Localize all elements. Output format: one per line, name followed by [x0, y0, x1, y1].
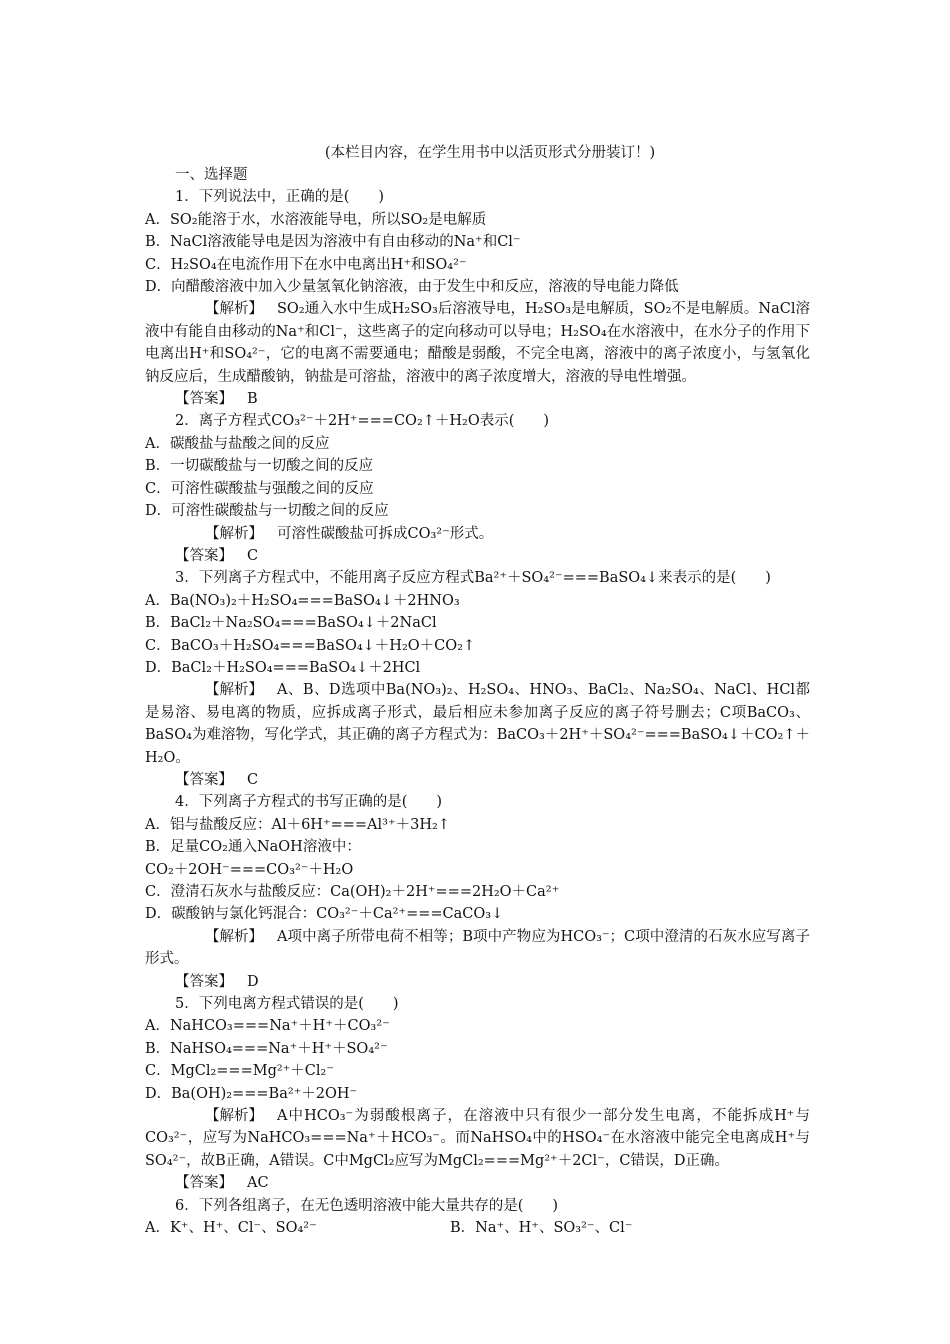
document-body [145, 164, 810, 1240]
option-a: A．碳酸盐与盐酸之间的反应 [145, 435, 330, 452]
option-c: C．澄清石灰水与盐酸反应：Ca(OH)₂＋2H⁺===2H₂O＋Ca²⁺ [145, 884, 560, 900]
question-4 [145, 791, 810, 993]
analysis [145, 298, 810, 388]
option-a: A．铝与盐酸反应：Al＋6H⁺===Al³⁺＋3H₂↑ [145, 816, 450, 833]
question-stem: 1．下列说法中，正确的是( ) [175, 189, 385, 206]
question-2 [145, 410, 810, 567]
question-stem: 6．下列各组离子，在无色透明溶液中能大量共存的是( ) [175, 1197, 559, 1214]
option-b: B．BaCl₂＋Na₂SO₄===BaSO₄↓＋2NaCl [145, 615, 437, 632]
answer [145, 1172, 810, 1194]
answer-tag: 【答案】 [175, 1175, 233, 1192]
analysis-tag: 【解析】 [205, 525, 263, 542]
option-b-equation: CO₂＋2OH⁻===CO₃²⁻＋H₂O [145, 861, 354, 878]
answer-tag: 【答案】 [175, 771, 233, 788]
answer-value: C [247, 771, 259, 788]
analysis-text: 可溶性碳酸盐可拆成CO₃²⁻形式。 [277, 525, 494, 542]
option-d: D．可溶性碳酸盐与一切酸之间的反应 [145, 503, 389, 520]
page-header: (本栏目内容，在学生用书中以活页形式分册装订！) [324, 145, 656, 161]
option-a: A．Ba(NO₃)₂＋H₂SO₄===BaSO₄↓＋2HNO₃ [145, 592, 460, 609]
question-stem: 3．下列离子方程式中，不能用离子反应方程式Ba²⁺＋SO₄²⁻===BaSO₄↓来表示的是( ) [175, 570, 771, 587]
analysis-text: A项中离子所带电荷不相等；B项中产物应为HCO₃⁻；C项中澄清的石灰水应写离子形式。 [145, 928, 810, 968]
question-5 [145, 993, 810, 1195]
option-c: C．可溶性碳酸盐与强酸之间的反应 [145, 480, 374, 497]
question-stem: 5．下列电离方程式错误的是( ) [175, 996, 399, 1013]
question-stem: 2．离子方程式CO₃²⁻＋2H⁺===CO₂↑＋H₂O表示( ) [175, 413, 550, 430]
option-a: A．NaHCO₃===Na⁺＋H⁺＋CO₃²⁻ [145, 1018, 390, 1035]
analysis [145, 926, 810, 971]
analysis-tag: 【解析】 [205, 682, 263, 699]
analysis-tag: 【解析】 [205, 1108, 263, 1125]
answer-tag: 【答案】 [175, 391, 233, 408]
option-d: D．向醋酸溶液中加入少量氢氧化钠溶液，由于发生中和反应，溶液的导电能力降低 [145, 279, 679, 296]
option-c: C．BaCO₃＋H₂SO₄===BaSO₄↓＋H₂O＋CO₂↑ [145, 637, 476, 654]
option-c: C．MgCl₂===Mg²⁺＋Cl₂⁻ [145, 1063, 335, 1080]
option-d: D．Ba(OH)₂===Ba²⁺＋2OH⁻ [145, 1085, 358, 1102]
option-d: D．BaCl₂＋H₂SO₄===BaSO₄↓＋2HCl [145, 659, 421, 676]
answer [145, 769, 810, 791]
answer-value: B [247, 391, 258, 408]
option-c: C．H₂SO₄在电流作用下在水中电离出H⁺和SO₄²⁻ [145, 256, 467, 273]
option-b: B．一切碳酸盐与一切酸之间的反应 [145, 458, 374, 475]
option-b: B．NaCl溶液能导电是因为溶液中有自由移动的Na⁺和Cl⁻ [145, 234, 521, 251]
option-d: D．碳酸钠与氯化钙混合：CO₃²⁻＋Ca²⁺===CaCO₃↓ [145, 906, 504, 923]
question-stem: 4．下列离子方程式的书写正确的是( ) [175, 794, 443, 811]
question-1 [145, 186, 810, 410]
option-b: B．足量CO₂通入NaOH溶液中： [145, 839, 361, 856]
analysis-text: A、B、D选项中Ba(NO₃)₂、H₂SO₄、HNO₃、BaCl₂、Na₂SO₄、NaCl、HCl都是易溶、易电离的物质，应拆成离子形式，最后相应未参加离子反应的离子符号删去；C项BaCO₃、BaSO₄为难溶物，写化学式，其正确的离子方程式为：BaCO₃＋2H⁺＋SO₄²⁻===BaSO₄↓＋CO₂↑＋H₂O。 [145, 682, 810, 766]
answer [145, 388, 810, 410]
analysis [145, 523, 810, 545]
option-b: B．Na⁺、H⁺、SO₃²⁻、Cl⁻ [450, 1220, 633, 1237]
analysis-tag: 【解析】 [205, 301, 263, 318]
analysis [145, 1105, 810, 1172]
option-a: A．K⁺、H⁺、Cl⁻、SO₄²⁻ [145, 1220, 317, 1237]
analysis-text: A中HCO₃⁻为弱酸根离子，在溶液中只有很少一部分发生电离，不能拆成H⁺与CO₃²⁻，应写为NaHCO₃===Na⁺＋HCO₃⁻。而NaHSO₄中的HSO₄⁻在水溶液中能完全电离成H⁺与SO₄²⁻，故B正确，A错误。C中MgCl₂应写为MgCl₂===Mg²⁺＋2Cl⁻，C错误，D正确。 [145, 1108, 810, 1169]
question-6 [145, 1195, 810, 1240]
analysis-tag: 【解析】 [205, 928, 263, 945]
answer-value: D [247, 973, 259, 990]
analysis [145, 679, 810, 769]
question-3 [145, 567, 810, 791]
answer [145, 545, 810, 567]
option-b: B．NaHSO₄===Na⁺＋H⁺＋SO₄²⁻ [145, 1040, 388, 1057]
section-title: 一、选择题 [175, 167, 248, 183]
answer-tag: 【答案】 [175, 547, 233, 564]
answer-value: C [247, 547, 259, 564]
answer-tag: 【答案】 [175, 973, 233, 990]
answer-value: AC [247, 1175, 269, 1192]
analysis-text: SO₂通入水中生成H₂SO₃后溶液导电，H₂SO₃是电解质，SO₂不是电解质。NaCl溶液中有能自由移动的Na⁺和Cl⁻，这些离子的定向移动可以导电；H₂SO₄在水溶液中，在水分子的作用下电离出H⁺和SO₄²⁻，它的电离不需要通电；醋酸是弱酸，不完全电离，溶液中的离子浓度小，与氢氧化钠反应后，生成醋酸钠，钠盐是可溶盐，溶液中的离子浓度增大，溶液的导电性增强。 [145, 301, 810, 385]
answer [145, 971, 810, 993]
option-a: A．SO₂能溶于水，水溶液能导电，所以SO₂是电解质 [145, 211, 487, 228]
options-row [145, 1217, 810, 1239]
